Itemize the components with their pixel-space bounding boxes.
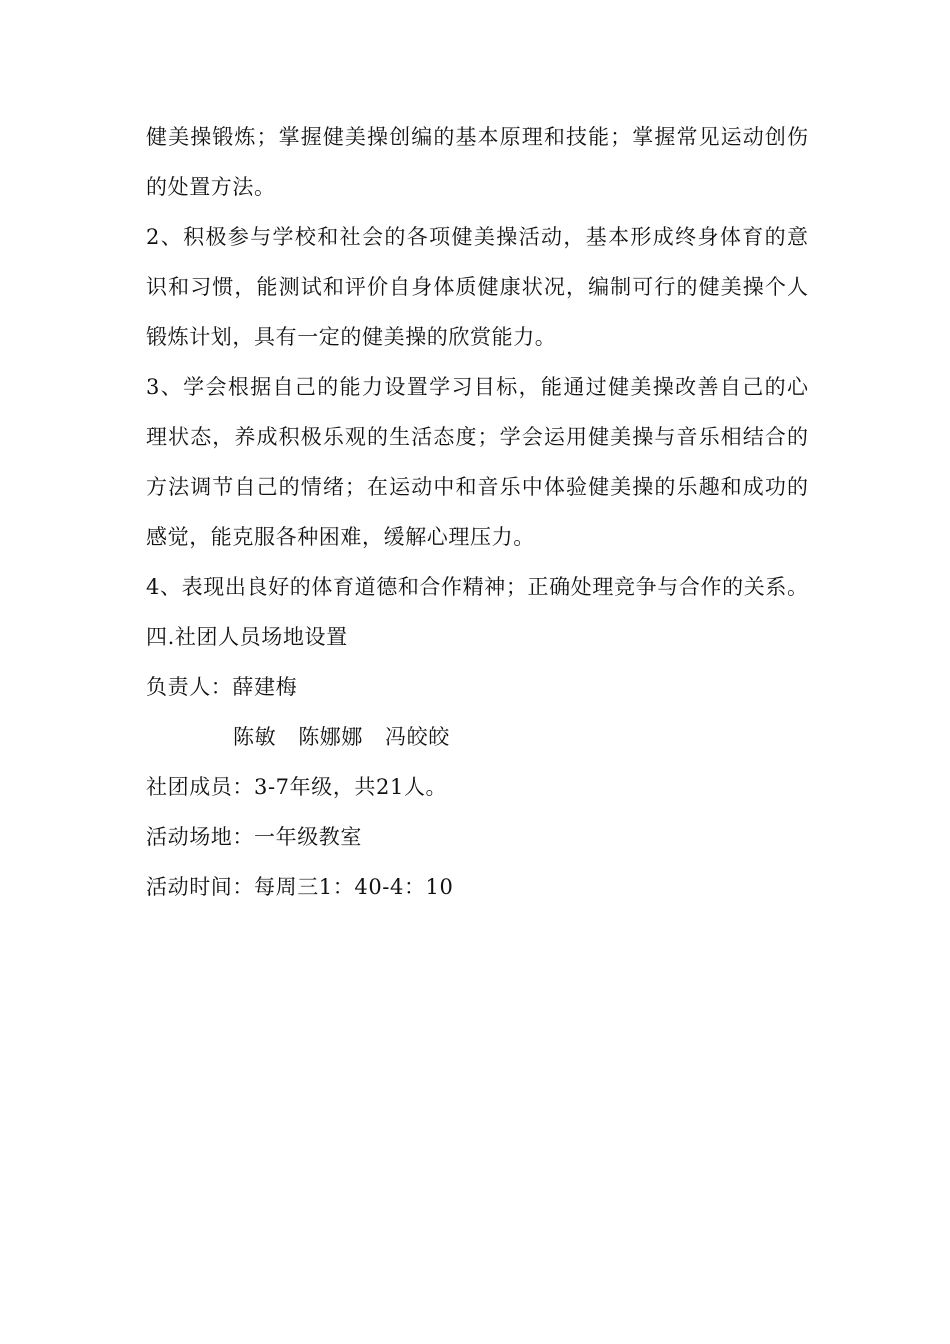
paragraph-1-line-2: 的处置方法。	[146, 175, 276, 199]
paragraph-3-line-1: 3、学会根据自己的能力设置学习目标，能通过健美操改善自己的心	[146, 375, 808, 399]
assistant-name: 陈娜娜	[298, 725, 364, 749]
paragraph-4-line-1: 4、表现出良好的体育道德和合作精神；正确处理竞争与合作的关系。	[146, 575, 808, 599]
paragraph-3-line-4: 感觉，能克服各种困难，缓解心理压力。	[146, 525, 535, 549]
paragraph-1-line-1: 健美操锻炼；掌握健美操创编的基本原理和技能；掌握常见运动创伤	[146, 125, 808, 149]
assistant-name: 陈敏	[233, 725, 277, 749]
members-line: 社团成员：3-7年级，共21人。	[146, 775, 448, 799]
time-line: 活动时间：每周三1：40-4：10	[146, 875, 454, 899]
paragraph-2-line-3: 锻炼计划，具有一定的健美操的欣赏能力。	[146, 325, 557, 349]
paragraph-3-line-2: 理状态，养成积极乐观的生活态度；学会运用健美操与音乐相结合的	[146, 425, 808, 449]
paragraph-2-line-2: 识和习惯，能测试和评价自身体质健康状况，编制可行的健美操个人	[146, 275, 808, 299]
section-heading: 四.社团人员场地设置	[146, 625, 348, 649]
paragraph-3-line-3: 方法调节自己的情绪；在运动中和音乐中体验健美操的乐趣和成功的	[146, 475, 808, 499]
paragraph-2-line-1: 2、积极参与学校和社会的各项健美操活动，基本形成终身体育的意	[146, 225, 808, 249]
leader-line: 负责人：薛建梅	[146, 675, 298, 699]
venue-line: 活动场地：一年级教室	[146, 825, 362, 849]
document-page	[146, 112, 808, 912]
assistant-name: 冯皎皎	[385, 725, 450, 749]
assistants-line	[146, 712, 808, 762]
